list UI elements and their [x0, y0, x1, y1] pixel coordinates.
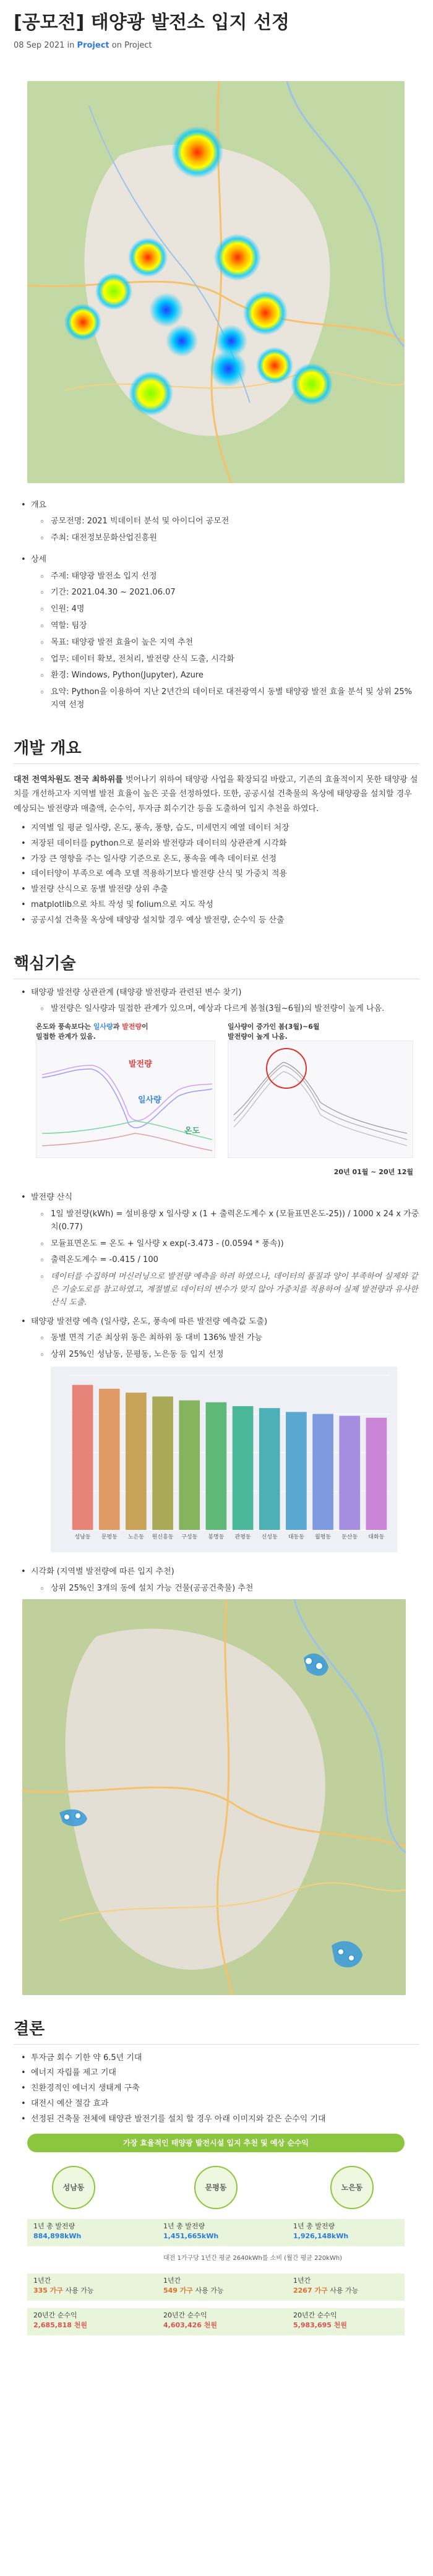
map-sub: [31, 1582, 419, 1595]
gen-label: 1년 총 발전량: [293, 2222, 335, 2230]
recommend-map-image: [22, 1599, 406, 1995]
right-chart-svg: [228, 1041, 413, 1158]
bar: [233, 1406, 254, 1530]
overview-heading: 개발 개요: [14, 736, 419, 764]
page-title: [공모전] 태양광 발전소 입지 선정: [14, 12, 289, 33]
homes-suffix: 사용 가능: [195, 2286, 224, 2295]
map-label: 시각화 (지역별 발전량에 따른 입지 추천): [31, 1566, 174, 1576]
formula-label: 발전량 산식: [31, 1193, 72, 1203]
homes-row: [27, 2273, 405, 2301]
note-text: 일사량이 증가인 봄(3월)~6월: [228, 1023, 320, 1031]
conclusion-heading: 결론: [14, 2016, 419, 2045]
profit-cell: [163, 2311, 217, 2331]
note-text: 발전량이 높게 나옴.: [228, 1032, 288, 1041]
formula-sub: [31, 1208, 419, 1267]
gen-value: 1,451,665kWh: [163, 2232, 219, 2241]
list-item: ◦ 요약: Python을 이용하여 지난 2년간의 데이터로 대전광역시 동별 태양광 발전 효율 분석 및 상위 25% 지역 선정: [40, 686, 419, 712]
bar: [366, 1418, 387, 1530]
list-item: ◦ 주제: 태양광 발전소 입지 선정: [40, 570, 419, 583]
homes-label: 1년간: [163, 2276, 181, 2285]
list-item: ◦ 동별 면적 기준 최상위 동은 최하위 동 대비 136% 발전 가능: [40, 1332, 419, 1345]
on-label: on: [111, 40, 122, 50]
recommend-map: [22, 1599, 406, 1995]
post-date: 08 Sep 2021: [14, 40, 65, 50]
list-item: ◦ 인원: 4명: [40, 603, 419, 616]
tick-label: 봉명동: [208, 1534, 225, 1540]
rank-item: [20, 1316, 419, 1362]
place-badge: 성남동: [52, 2166, 95, 2209]
core-section: [14, 951, 419, 1995]
right-chart-note: [228, 1022, 413, 1041]
overview-bullets: [14, 822, 419, 927]
homes-cell: [293, 2276, 358, 2296]
tick-label: 노은동: [127, 1534, 144, 1540]
bar: [259, 1408, 280, 1530]
right-line-chart: [228, 1022, 413, 1177]
category-link[interactable]: Project: [77, 40, 109, 50]
corr-item: [20, 987, 419, 1016]
note-irr: 일사량: [93, 1023, 113, 1031]
homes-cell: [33, 2276, 94, 2296]
bar: [126, 1393, 147, 1530]
bar: [339, 1416, 360, 1530]
summary-detail-items: [31, 570, 419, 712]
list-item: ◦ 환경: Windows, Python(Jupyter), Azure: [40, 669, 419, 682]
summary-overview-label: 개요: [31, 500, 47, 510]
overview-paragraph: [14, 773, 419, 816]
rank-sub: [31, 1332, 419, 1362]
tick-label: 월평동: [315, 1534, 332, 1540]
map-list: [14, 1566, 419, 1595]
core-heading: 핵심기술: [14, 951, 419, 979]
list-item: ◦ 출력온도계수 = -0.415 / 100: [40, 1254, 419, 1267]
homes-value: 549 가구: [163, 2286, 194, 2295]
list-item: • 발전량 산식으로 동별 발전량 상위 추출: [20, 883, 419, 896]
formula-note-list: [31, 1271, 419, 1309]
bar: [312, 1414, 333, 1530]
infographic-banner: 가장 효율적인 태양광 발전시설 입지 추천 및 예상 순수익: [27, 2134, 405, 2152]
list-item: • 친환경적인 에너지 생태계 구축: [20, 2082, 419, 2095]
corr-label: 태양광 발전량 상관관계 (태양광 발전량과 관련된 변수 찾기): [31, 987, 242, 997]
tick-label: 대화동: [368, 1534, 385, 1540]
formula-item: [20, 1191, 419, 1309]
profit-label: 20년간 순수익: [163, 2311, 207, 2319]
list-item: • 가장 큰 영향을 주는 일사량 기준으로 온도, 풍속을 예측 데이터로 선정: [20, 853, 419, 866]
footnote: 대전 1가구당 1년간 평균 2640kWh를 소비 (월간 평균 220kWh): [163, 2254, 343, 2262]
profit-cell: [293, 2311, 347, 2331]
gen-value: 884,898kWh: [33, 2232, 82, 2241]
bar: [286, 1412, 307, 1530]
gen-label: 1년 총 발전량: [33, 2222, 75, 2230]
list-item: ◦ 목표: 태양광 발전 효율이 높은 지역 추천: [40, 637, 419, 650]
bar-chart: [51, 1367, 397, 1552]
conclusion-section: [14, 2016, 419, 2369]
left-chart-svg: [36, 1041, 215, 1158]
list-item: • 데이터양이 부족으로 예측 모델 적용하기보다 발전량 산식 및 가중치 적용: [20, 868, 419, 881]
tick-label: 원신흥동: [152, 1534, 174, 1540]
bar-chart-svg: [51, 1367, 397, 1552]
list-item: • matplotlib으로 차트 작성 및 folium으로 지도 작성: [20, 899, 419, 912]
gen-value: 1,926,148kWh: [293, 2232, 349, 2241]
note-text: 이: [141, 1023, 148, 1031]
conclusion-bullets: [14, 2052, 419, 2126]
homes-label: 1년간: [33, 2276, 51, 2285]
rank-label: 태양광 발전량 예측 (일사량, 온도, 풍속에 따른 발전량 예측값 도출): [31, 1316, 268, 1326]
list-item: • 에너지 자립률 제고 기대: [20, 2067, 419, 2080]
corr-charts: [36, 1022, 419, 1177]
bar: [206, 1402, 227, 1530]
left-chart-note: [36, 1022, 215, 1041]
note-text: 과: [113, 1023, 120, 1031]
profit-infographic: [27, 2134, 405, 2369]
source-label: Project: [124, 40, 152, 50]
heatmap-map-image: [27, 81, 405, 483]
place-badge: 노은동: [330, 2166, 374, 2209]
generation-row: [27, 2219, 405, 2246]
chart-period: 20년 01월 ~ 20년 12월: [333, 1168, 413, 1177]
list-item: ◦ 1일 발전량(kWh) = 설비용량 x 일사량 x (1 + 출력온도계수 x (모듈표면온도-25)) / 1000 x 24 x 가중치(0.77): [40, 1208, 419, 1234]
profit-row: [27, 2308, 405, 2335]
list-item: • 지역별 일 평균 일사량, 온도, 풍속, 풍향, 습도, 미세먼지 예열 데이터 처장: [20, 822, 419, 835]
summary-overview-items: [31, 515, 419, 545]
list-item: ◦ 기간: 2021.04.30 ~ 2021.06.07: [40, 586, 419, 599]
gen-cell: [33, 2222, 81, 2242]
gen-cell: [293, 2222, 348, 2242]
gen-label: 1년 총 발전량: [163, 2222, 205, 2230]
profit-label: 20년간 순수익: [293, 2311, 337, 2319]
profit-value: 5,983,695 천원: [293, 2321, 348, 2330]
tick-label: 대동동: [288, 1534, 304, 1540]
corr-sub: [31, 1003, 419, 1016]
homes-label: 1년간: [293, 2276, 311, 2285]
profit-value: 4,603,426 천원: [163, 2321, 218, 2330]
in-label: in: [67, 40, 75, 50]
list-item: • 저장된 데이터를 python으로 불러와 발전량과 데이터의 상관관계 시각화: [20, 838, 419, 851]
list-item: ◦ 상위 25%인 성남동, 문평동, 노은동 등 입지 선정: [40, 1349, 419, 1362]
post-meta: [14, 41, 419, 50]
homes-suffix: 사용 가능: [330, 2286, 359, 2295]
place-badge: 문평동: [194, 2166, 238, 2209]
list-item: ◦ 업무: 데이터 확보, 전처리, 발전량 산식 도출, 시각화: [40, 653, 419, 666]
list-item: • 선정된 건축물 전체에 태양관 발전기를 설치 할 경우 아래 이미지와 같은 순수익 기대: [20, 2113, 419, 2126]
heatmap-map: [27, 81, 405, 483]
list-item: • 공공시설 건축물 옥상에 태양광 설치할 경우 예상 발전량, 순수익 등 산출: [20, 914, 419, 927]
note-text: 온도와 풍속보다는: [36, 1023, 91, 1031]
formula-note: ◦ 데이터를 수집하며 머신러닝으로 발전량 예측을 하려 하였으나, 데이터의 품질과 양이 부족하여 실제와 같은 기술도로를 참고하였고, 계절별로 데이터의 변수가 맞지 않아 가중치를 적용하여 실제 발전량과 유사한 산식 도출.: [40, 1271, 419, 1309]
bar: [152, 1396, 173, 1530]
tick-label: 관평동: [234, 1534, 251, 1540]
profit-value: 2,685,818 천원: [33, 2321, 88, 2330]
profit-label: 20년간 순수익: [33, 2311, 77, 2319]
summary-overview: [20, 499, 419, 545]
series-label-irr: 일사량: [138, 1096, 161, 1106]
summary-detail: [20, 554, 419, 712]
homes-cell: [163, 2276, 224, 2296]
note-text: 밀접한 관계가 있음.: [36, 1032, 96, 1041]
bar: [99, 1389, 120, 1530]
list-item: ◦ 상위 25%인 3개의 동에 설치 가능 건물(공공건축물) 추천: [40, 1582, 419, 1595]
gen-cell: [163, 2222, 218, 2242]
list-item: ◦ 주최: 대전정보문화산업진흥원: [40, 532, 419, 545]
bar: [72, 1385, 93, 1530]
list-item: ◦ 역할: 팀장: [40, 620, 419, 633]
left-line-chart: [36, 1022, 215, 1158]
overview-section: [14, 736, 419, 927]
tick-label: 구성동: [181, 1534, 198, 1540]
list-item: ◦ 공모전명: 2021 빅데이터 분석 및 아이디어 공모전: [40, 515, 419, 528]
tick-label: 성남동: [74, 1534, 91, 1540]
tick-label: 문평동: [101, 1534, 118, 1540]
bar: [179, 1401, 200, 1530]
homes-suffix: 사용 가능: [65, 2286, 94, 2295]
list-item: ◦ 발전량은 일사량과 밀접한 관계가 있으며, 예상과 다르게 봄철(3월~6월)의 발전량이 높게 나옴.: [40, 1003, 419, 1016]
summary-detail-label: 상세: [31, 554, 47, 564]
list-item: • 투자금 회수 기한 약 6.5년 기대: [20, 2052, 419, 2065]
map-item: [20, 1566, 419, 1595]
list-item: ◦ 모듈표면온도 = 온도 + 일사량 x exp(-3.473 - (0.0594 * 풍속)): [40, 1238, 419, 1251]
note-gen: 발전량: [122, 1023, 142, 1031]
list-item: • 대전시 예산 절감 효과: [20, 2098, 419, 2111]
profit-cell: [33, 2311, 87, 2331]
homes-value: 335 가구: [33, 2286, 64, 2295]
series-label-gen: 발전량: [129, 1060, 152, 1070]
overview-text: 벗어나기 위하여 태양광 사업을 확장되길 바랐고, 기존의 효율적이지 못한 태양광 설치를 개선하고자 지역별 발전 효율이 높은 곳을 선정하였다. 또한, 공공시설 건축물의 옥상에 태양광을 설치할 경우 예상되는 발전량과 매출액, 순수익, 투자금 회수기간 등을 도출하여 입지 추천을 하였다.: [14, 775, 418, 814]
series-label-temp: 온도: [184, 1127, 200, 1136]
overview-bold: 대전 전역차원도 전국 최하위를: [14, 775, 123, 784]
tick-label: 신성동: [261, 1534, 278, 1540]
formula-list: [14, 1191, 419, 1362]
summary-list: [14, 499, 419, 712]
tick-label: 둔산동: [341, 1534, 358, 1540]
place-row: [27, 2166, 405, 2209]
homes-value: 2267 가구: [293, 2286, 328, 2295]
core-list: [14, 987, 419, 1016]
